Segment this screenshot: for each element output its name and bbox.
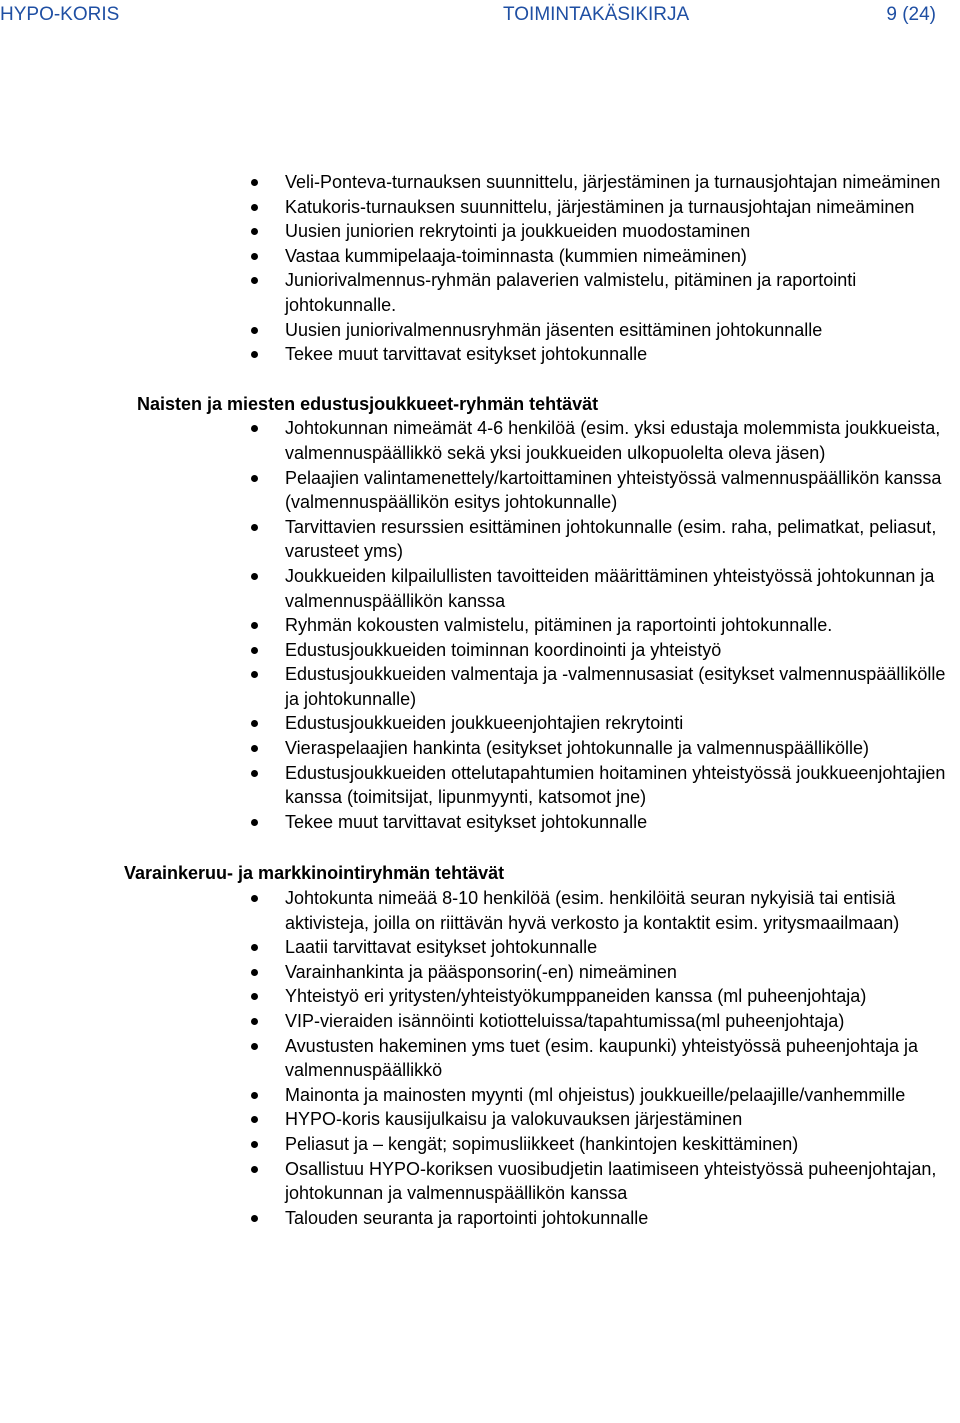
list-item: Peliasut ja – kengät; sopimusliikkeet (hankintojen keskittäminen) (0, 1132, 955, 1157)
list-item: Joukkueiden kilpailullisten tavoitteiden määrittäminen yhteistyössä johtokunnan ja valmennuspäällikön kanssa (0, 564, 955, 613)
fundraising-tasks-list (0, 886, 960, 1230)
list-item: Osallistuu HYPO-koriksen vuosibudjetin laatimiseen yhteistyössä puheenjohtajan, johtokunnan ja valmennuspäällikön kanssa (0, 1157, 955, 1206)
list-item: VIP-vieraiden isännöinti kotiotteluissa/tapahtumissa(ml puheenjohtaja) (0, 1009, 955, 1034)
header-page-number: 9 (24) (886, 4, 936, 25)
list-item: Uusien juniorivalmennusryhmän jäsenten esittäminen johtokunnalle (0, 318, 955, 343)
list-item: Laatii tarvittavat esitykset johtokunnalle (0, 935, 955, 960)
representative-teams-tasks-list (0, 416, 960, 834)
list-item: Tarvittavien resurssien esittäminen johtokunnalle (esim. raha, pelimatkat, peliasut, varusteet yms) (0, 515, 955, 564)
list-item: Veli-Ponteva-turnauksen suunnittelu, järjestäminen ja turnausjohtajan nimeäminen (0, 170, 955, 195)
list-item: Talouden seuranta ja raportointi johtokunnalle (0, 1206, 955, 1231)
list-item: Vastaa kummipelaaja-toiminnasta (kummien nimeäminen) (0, 244, 955, 269)
list-item: Ryhmän kokousten valmistelu, pitäminen ja raportointi johtokunnalle. (0, 613, 955, 638)
list-item: Juniorivalmennus-ryhmän palaverien valmistelu, pitäminen ja raportointi johtokunnalle. (0, 268, 955, 317)
list-item: Avustusten hakeminen yms tuet (esim. kaupunki) yhteistyössä puheenjohtaja ja valmennuspäällikkö (0, 1034, 955, 1083)
list-item: Johtokunnan nimeämät 4-6 henkilöä (esim. yksi edustaja molemmista joukkueista, valmennuspäällikkö sekä yksi joukkueiden ulkopuolelta oleva jäsen) (0, 416, 955, 465)
list-item: Uusien juniorien rekrytointi ja joukkueiden muodostaminen (0, 219, 955, 244)
list-item: Varainhankinta ja pääsponsorin(-en) nimeäminen (0, 960, 955, 985)
list-item: Edustusjoukkueiden ottelutapahtumien hoitaminen yhteistyössä joukkueenjohtajien kanssa (toimitsijat, lipunmyynti, katsomot jne) (0, 761, 955, 810)
list-item: Edustusjoukkueiden toiminnan koordinointi ja yhteistyö (0, 638, 955, 663)
list-item: Edustusjoukkueiden valmentaja ja -valmennusasiat (esitykset valmennuspäällikölle ja johtokunnalle) (0, 662, 955, 711)
section-heading-representative-teams: Naisten ja miesten edustusjoukkueet-ryhmän tehtävät (137, 393, 599, 414)
list-item: Tekee muut tarvittavat esitykset johtokunnalle (0, 342, 955, 367)
section-heading-fundraising-marketing: Varainkeruu- ja markkinointiryhmän tehtävät (124, 863, 505, 884)
list-item: Tekee muut tarvittavat esitykset johtokunnalle (0, 810, 955, 835)
document-body (0, 170, 960, 1230)
list-item: Johtokunta nimeää 8-10 henkilöä (esim. henkilöitä seuran nykyisiä tai entisiä aktivisteja, joilla on riittävän hyvä verkosto ja kontaktit esim. yritysmaailmaan) (0, 886, 955, 935)
junior-tasks-list (0, 170, 960, 367)
list-item: Mainonta ja mainosten myynti (ml ohjeistus) joukkueille/pelaajille/vanhemmille (0, 1083, 955, 1108)
list-item: Yhteistyö eri yritysten/yhteistyökumppaneiden kanssa (ml puheenjohtaja) (0, 984, 955, 1009)
header-club-name: HYPO-KORIS (0, 4, 120, 25)
list-item: Katukoris-turnauksen suunnittelu, järjestäminen ja turnausjohtajan nimeäminen (0, 195, 955, 220)
header-document-title: TOIMINTAKÄSIKIRJA (503, 4, 690, 25)
list-item: Pelaajien valintamenettely/kartoittaminen yhteistyössä valmennuspäällikön kanssa (valmennuspäällikön esitys johtokunnalle) (0, 466, 955, 515)
page-header (0, 4, 960, 28)
list-item: Edustusjoukkueiden joukkueenjohtajien rekrytointi (0, 711, 955, 736)
list-item: Vieraspelaajien hankinta (esitykset johtokunnalle ja valmennuspäällikölle) (0, 736, 955, 761)
list-item: HYPO-koris kausijulkaisu ja valokuvauksen järjestäminen (0, 1107, 955, 1132)
